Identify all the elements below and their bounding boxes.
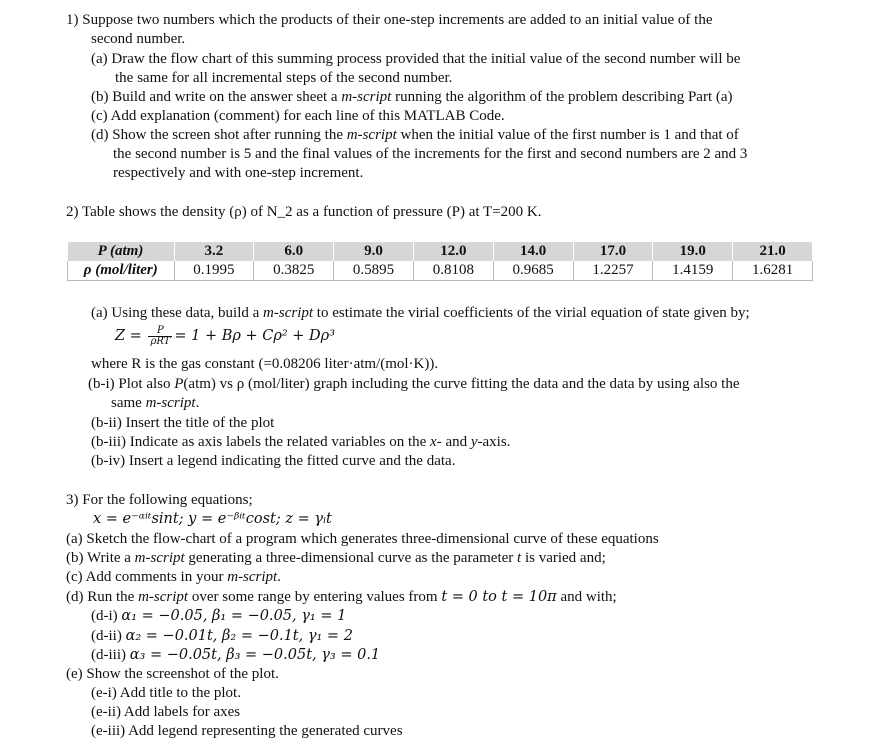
equation-fraction: $\frac{P}{\text{ρRT}}$	[150, 324, 171, 347]
q3-d-ii: (d-ii) α₂ = −0.01t, β₂ = −0.1t, γ₁ = 2	[91, 628, 353, 644]
q1-a-line1: (a) Draw the flow chart of this summing process provided that the initial value of the second number will be	[91, 51, 741, 67]
q2-b-iii: (b-iii) Indicate as axis labels the related variables on the x- and y-axis.	[91, 434, 511, 450]
q2-b-i-line2: same m-script.	[111, 395, 200, 411]
q3-e: (e) Show the screenshot of the plot.	[66, 666, 279, 682]
q3-d-i: (d-i) α₁ = −0.05, β₁ = −0.05, γ₁ = 1	[91, 608, 347, 624]
q2-b-iv: (b-iv) Insert a legend indicating the fitted curve and the data.	[91, 453, 456, 469]
table-cell: 0.9685	[493, 261, 573, 281]
table-cell: 6.0	[254, 242, 334, 261]
table-cell: 9.0	[334, 242, 414, 261]
q3-c: (c) Add comments in your m-script.	[66, 569, 281, 585]
q1-a-line2: the same for all incremental steps of the second number.	[115, 70, 453, 86]
table-cell: 21.0	[733, 242, 813, 261]
q3-intro: 3) For the following equations;	[66, 492, 253, 508]
table-cell: 14.0	[493, 242, 573, 261]
q2-a: (a) Using these data, build a m-script to estimate the virial coefficients of the virial equation of state given by;	[91, 305, 750, 321]
table-cell: ρ (mol/liter)	[68, 261, 175, 281]
density-table	[67, 242, 813, 281]
table-cell: 1.4159	[653, 261, 733, 281]
q1-line2: second number.	[91, 31, 186, 47]
q3-a: (a) Sketch the flow-chart of a program which generates three-dimensional curve of these equations	[66, 531, 659, 547]
q3-d-iii: (d-iii) α₃ = −0.05t, β₃ = −0.05t, γ₃ = 0.1	[91, 647, 381, 663]
q1-c: (c) Add explanation (comment) for each line of this MATLAB Code.	[91, 108, 505, 124]
q2-b-ii: (b-ii) Insert the title of the plot	[91, 415, 275, 431]
q1-d-line2: the second number is 5 and the final values of the increments for the first and second numbers are 2 and 3	[113, 146, 748, 162]
q1-d-line3: respectively and with one-step increment.	[113, 165, 364, 181]
table-cell: 0.1995	[174, 261, 254, 281]
q3-e-i: (e-i) Add title to the plot.	[91, 685, 241, 701]
q3-e-ii: (e-ii) Add labels for axes	[91, 704, 241, 720]
table-cell: P (atm)	[68, 242, 175, 261]
table-cell: 1.6281	[733, 261, 813, 281]
table-header-row	[68, 242, 813, 261]
q3-d: (d) Run the m-script over some range by entering values from t = 0 to t = 10π and with;	[66, 589, 617, 605]
table-cell: 0.5895	[334, 261, 414, 281]
table-row	[68, 261, 813, 281]
q3-b: (b) Write a m-script generating a three-dimensional curve as the parameter t is varied and;	[66, 550, 606, 566]
table-cell: 19.0	[653, 242, 733, 261]
q3-equations: x = e⁻ᵅⁱᵗsint; y = e⁻ᵝⁱᵗcost; z = γᵢt	[93, 511, 332, 527]
q2-where: where R is the gas constant (=0.08206 liter·atm/(mol·K)).	[91, 356, 439, 372]
table-cell: 3.2	[174, 242, 254, 261]
virial-equation: Z = $\frac{P}{\text{ρRT}}$ = 1 + Bρ + Cρ² + Dρ³	[115, 324, 336, 347]
table-cell: 0.3825	[254, 261, 334, 281]
q1-b: (b) Build and write on the answer sheet a m-script running the algorithm of the problem describing Part (a)	[91, 89, 733, 105]
table-cell: 12.0	[413, 242, 493, 261]
q3-e-iii: (e-iii) Add legend representing the generated curves	[91, 723, 403, 739]
q1-d-line1: (d) Show the screen shot after running the m-script when the initial value of the first number is 1 and that of	[91, 127, 739, 143]
table-cell: 1.2257	[573, 261, 653, 281]
q1-line1: 1) Suppose two numbers which the products of their one-step increments are added to an initial value of the	[66, 12, 713, 28]
table-cell: 17.0	[573, 242, 653, 261]
q2-b-i-line1: (b-i) Plot also P(atm) vs ρ (mol/liter) graph including the curve fitting the data and the data by using also the	[88, 376, 740, 392]
q2-intro: 2) Table shows the density (ρ) of N_2 as a function of pressure (P) at T=200 K.	[66, 204, 542, 220]
table-cell: 0.8108	[413, 261, 493, 281]
